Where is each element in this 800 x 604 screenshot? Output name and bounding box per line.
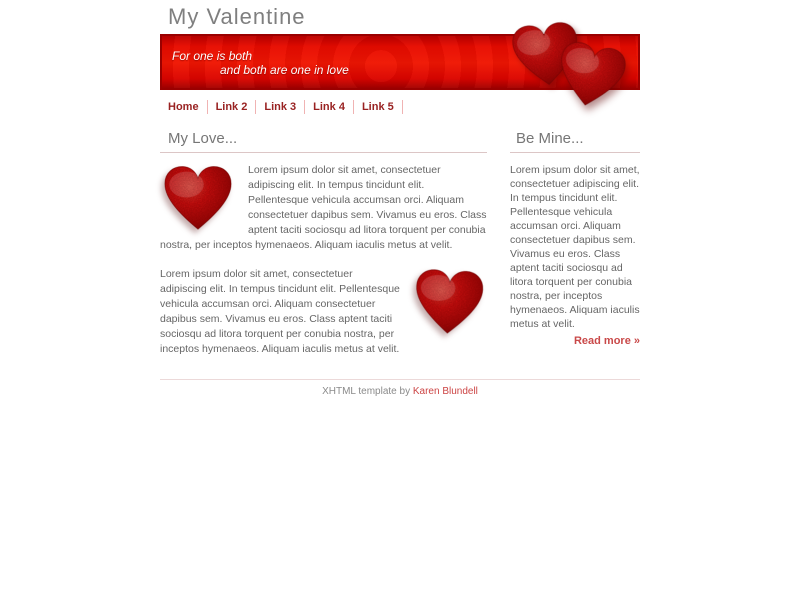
banner-tagline (172, 49, 349, 77)
read-more-link[interactable]: Read more » (573, 335, 640, 347)
nav-link-link2[interactable]: Link 2 (208, 100, 257, 114)
nav-link-link4[interactable]: Link 4 (305, 100, 354, 114)
sidebar-paragraph: Lorem ipsum dolor sit amet, consectetuer adipiscing elit. In tempus tincidunt elit. Pellentesque vehicula accumsan orci. Aliquam consectetuer dapibus sem. Vivamus eu eros. Class aptent taciti sociosqu ad litora torquent per conubia nostra, per inceptos hymenaeos. Aliquam iaculis metus at velit. (510, 164, 640, 330)
footer-credit-text: XHTML template by (322, 386, 413, 397)
sidebar-heading: Be Mine... (510, 128, 640, 153)
nav-link-home[interactable]: Home (168, 100, 208, 114)
footer-credit-link[interactable]: Karen Blundell (412, 386, 478, 397)
page-title: My Valentine (168, 4, 306, 29)
heart-icon (551, 37, 632, 113)
main-paragraph-2: Lorem ipsum dolor sit amet, consectetuer adipiscing elit. In tempus tincidunt elit. Pellentesque vehicula accumsan orci. Aliquam consectetuer dapibus sem. Vivamus eu eros. Class aptent taciti sociosqu ad litora torquent per conubia nostra, per inceptos hymenaeos. Aliquam iaculis metus at velit. (160, 268, 400, 355)
header-banner (160, 34, 640, 90)
main-paragraph-block-2 (160, 267, 487, 371)
main-heading: My Love... (160, 128, 487, 153)
sidebar (510, 128, 640, 347)
tagline-line-2: and both are one in love (220, 63, 349, 77)
main-paragraph-block-1 (160, 163, 487, 267)
page-container (160, 4, 640, 397)
heart-icon (411, 266, 486, 337)
main-column (160, 128, 487, 371)
heart-icon (162, 164, 234, 231)
footer (160, 379, 640, 397)
content-columns (160, 128, 640, 371)
main-paragraph-1: Lorem ipsum dolor sit amet, consectetuer adipiscing elit. In tempus tincidunt elit. Pellentesque vehicula accumsan orci. Aliquam consectetuer dapibus sem. Vivamus eu eros. Class aptent taciti sociosqu ad litora torquent per conubia nostra, per inceptos hymenaeos. Aliquam iaculis metus at velit. (160, 164, 487, 251)
nav-link-link3[interactable]: Link 3 (256, 100, 305, 114)
tagline-line-1: For one is both (172, 49, 253, 63)
nav-link-link5[interactable]: Link 5 (354, 100, 403, 114)
